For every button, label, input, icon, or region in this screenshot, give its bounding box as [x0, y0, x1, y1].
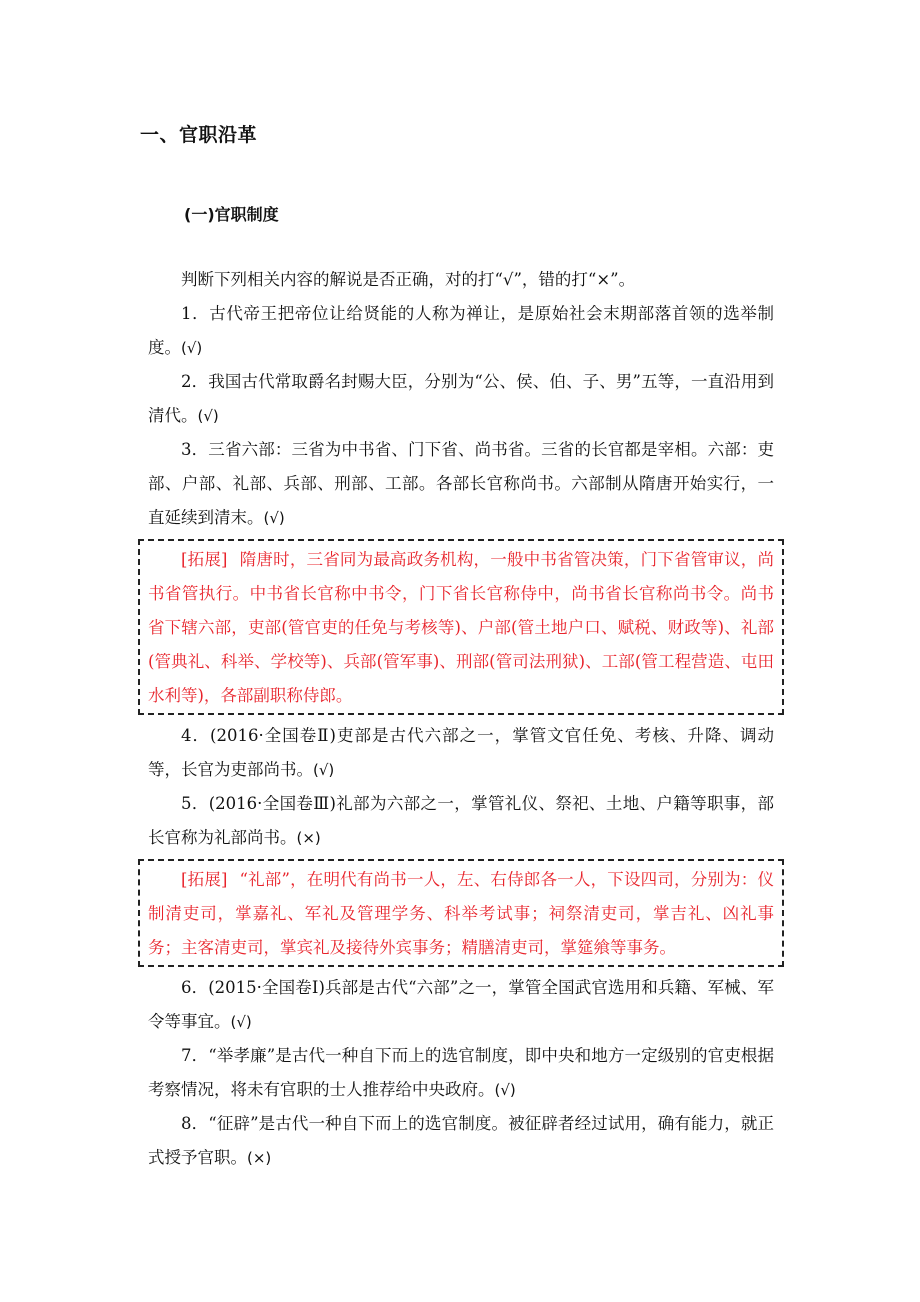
item-text: (2015·全国卷Ⅰ)兵部是古代“六部”之一，掌管全国武官选用和兵籍、军械、军令等事宜。: [148, 978, 775, 1031]
instruction-text: 判断下列相关内容的解说是否正确，对的打“√”，错的打“×”。: [181, 270, 636, 289]
item-number: 8．: [181, 1114, 209, 1133]
item-text: “征辟”是古代一种自下而上的选官制度。被征辟者经过试用，确有能力，就正式授予官职。: [148, 1114, 775, 1167]
item-number: 7．: [181, 1046, 209, 1065]
answer-mark: (√): [181, 339, 203, 357]
extension-text: “礼部”，在明代有尚书一人，左、右侍郎各一人，下设四司，分别为：仪制清吏司，掌嘉礼、军礼及管理学务、科举考试事；祠祭清吏司，掌吉礼、凶礼事务；主客清吏司，掌宾礼及接待外宾事务；精膳清吏司，掌筵飨等事务。: [148, 870, 774, 957]
extension-box-1: [138, 539, 784, 715]
extension-tag: [拓展]: [181, 870, 228, 889]
question-item-4: [148, 719, 774, 787]
item-text: “举孝廉”是古代一种自下而上的选官制度，即中央和地方一定级别的官吏根据考察情况，将未有官职的士人推荐给中央政府。: [148, 1046, 775, 1099]
extension-tag: [拓展]: [181, 550, 228, 569]
item-number: 2．: [181, 372, 209, 391]
answer-mark: (√): [494, 1081, 516, 1099]
item-number: 4．: [181, 726, 211, 745]
answer-mark: (×): [296, 829, 321, 847]
answer-mark: (√): [230, 1013, 252, 1031]
question-item-3: [148, 433, 774, 535]
extension-box-2: [138, 859, 784, 967]
question-item-6: [148, 971, 774, 1039]
item-text: (2016·全国卷Ⅱ)吏部是古代六部之一，掌管文官任免、考核、升降、调动等，长官为吏部尚书。: [148, 726, 775, 779]
item-number: 6．: [181, 978, 209, 997]
subsection-title: (一)官职制度: [184, 205, 279, 224]
item-text: 三省六部：三省为中书省、门下省、尚书省。三省的长官都是宰相。六部：吏部、户部、礼部、兵部、刑部、工部。各部长官称尚书。六部制从隋唐开始实行，一直延续到清末。: [148, 440, 775, 527]
extension-text: 隋唐时，三省同为最高政务机构，一般中书省管决策，门下省管审议，尚书省管执行。中书省长官称中书令，门下省长官称侍中，尚书省长官称尚书令。尚书省下辖六部，吏部(管官吏的任免与考核等)、户部(管土地户口、赋税、财政等)、礼部(管典礼、科举、学校等)、兵部(管军事)、刑部(管司法刑狱)、工部(管工程营造、屯田水利等)，各部副职称侍郎。: [148, 550, 775, 705]
question-item-8: [148, 1107, 774, 1175]
answer-mark: (√): [313, 761, 335, 779]
question-item-2: [148, 365, 774, 433]
question-item-1: [148, 297, 774, 365]
item-text: 古代帝王把帝位让给贤能的人称为禅让，是原始社会末期部落首领的选举制度。: [148, 304, 775, 357]
answer-mark: (√): [197, 407, 219, 425]
question-item-7: [148, 1039, 774, 1107]
answer-mark: (√): [263, 509, 285, 527]
item-number: 1．: [181, 304, 210, 323]
answer-mark: (×): [247, 1149, 272, 1167]
item-number: 3．: [181, 440, 209, 459]
item-text: 我国古代常取爵名封赐大臣，分别为“公、侯、伯、子、男”五等，一直沿用到清代。: [148, 372, 775, 425]
item-text: (2016·全国卷Ⅲ)礼部为六部之一，掌管礼仪、祭祀、土地、户籍等职事，部长官称为礼部尚书。: [148, 794, 774, 847]
document-body: [148, 263, 774, 1175]
question-item-5: [148, 787, 774, 855]
section-title: 一、官职沿革: [140, 124, 258, 146]
item-number: 5．: [181, 794, 209, 813]
